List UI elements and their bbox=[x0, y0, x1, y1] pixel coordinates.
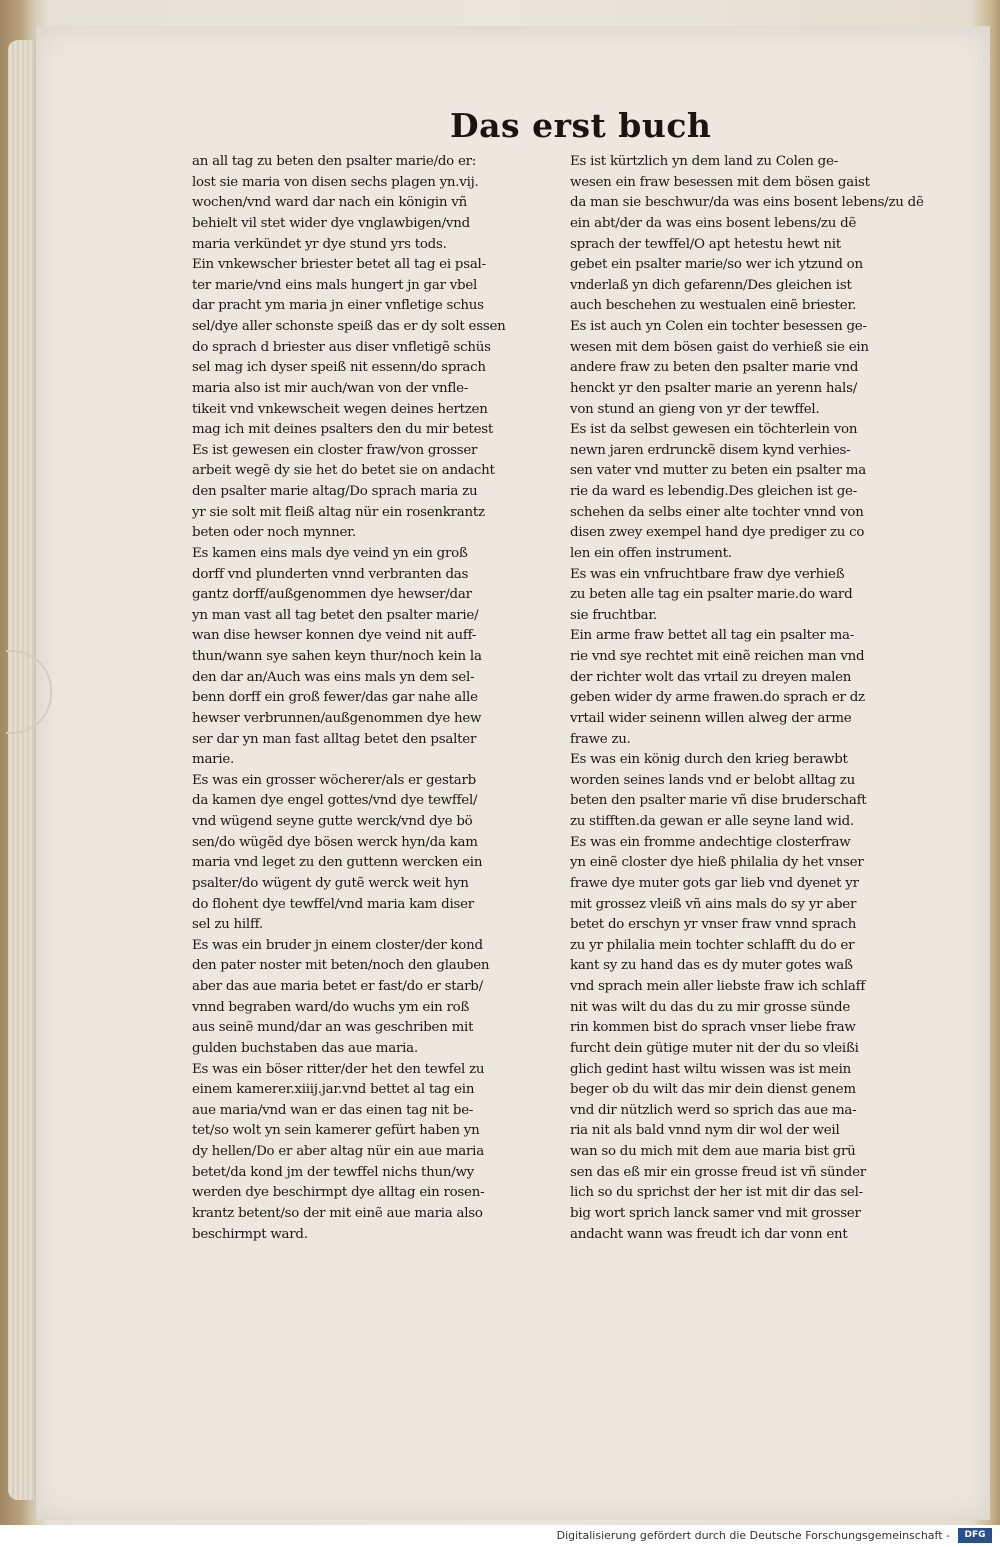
text-line: sel mag ich dyser speiß nit essenn/do sprach bbox=[192, 360, 486, 376]
footer-credit: Digitalisierung gefördert durch die Deutsche Forschungsgemeinschaft - bbox=[556, 1529, 950, 1542]
text-line: tikeit vnd vnkewscheit wegen deines hertzen bbox=[192, 401, 488, 417]
text-column-left bbox=[192, 152, 552, 1245]
text-line: yr sie solt mit fleiß altag nür ein rosenkrantz bbox=[192, 504, 485, 520]
text-line: rie da ward es lebendig.Des gleichen ist ge- bbox=[570, 484, 858, 499]
text-line: maria verkündet yr dye stund yrs tods. bbox=[192, 236, 447, 252]
text-line: len ein offen instrument. bbox=[570, 545, 732, 561]
text-line: do sprach d briester aus diser vnfletigẽ schüs bbox=[192, 339, 491, 355]
text-line: arbeit wegẽ dy sie het do betet sie on andacht bbox=[192, 463, 495, 479]
text-line: behielt vil stet wider dye vnglawbigen/vnd bbox=[192, 215, 470, 231]
page-title: Das erst buch bbox=[450, 106, 712, 145]
text-line: marie. bbox=[192, 752, 235, 768]
text-line: sen das eß mir ein grosse freud ist vñ sünder bbox=[570, 1164, 866, 1180]
footer-bar bbox=[0, 1525, 1000, 1547]
text-line: newn jaren erdrunckẽ disem kynd verhies- bbox=[570, 442, 851, 458]
text-line: rin kommen bist do sprach vnser liebe fraw bbox=[570, 1020, 856, 1036]
text-line: da kamen dye engel gottes/vnd dye tewffel/ bbox=[192, 793, 478, 809]
text-line: hewser verbrunnen/außgenommen dye hew bbox=[192, 710, 482, 726]
text-line: andacht wann was freudt ich dar vonn ent bbox=[570, 1226, 848, 1242]
text-line: dorff vnd plunderten vnnd verbranten das bbox=[192, 566, 469, 582]
text-line: beten den psalter marie vñ dise bruderschaft bbox=[570, 793, 867, 809]
text-line: Es was ein grosser wöcherer/als er gestarb bbox=[192, 772, 476, 788]
text-line: henckt yr den psalter marie an yerenn hals/ bbox=[570, 380, 857, 396]
text-line: sen/do wügẽd dye bösen werck hyn/da kam bbox=[192, 834, 478, 850]
text-line: worden seines lands vnd er belobt alltag zu bbox=[570, 772, 855, 788]
text-line: werden dye beschirmpt dye alltag ein rosen- bbox=[192, 1185, 485, 1201]
text-line: Es was ein vnfruchtbare fraw dye verhieß bbox=[570, 566, 845, 582]
text-line: aue maria/vnd wan er das einen tag nit be- bbox=[192, 1102, 474, 1118]
text-line: beten oder noch mynner. bbox=[192, 525, 356, 541]
text-line: big wort sprich lanck samer vnd mit grosser bbox=[570, 1205, 861, 1221]
text-line: schehen da selbs einer alte tochter vnnd von bbox=[570, 504, 864, 520]
text-line: krantz betent/so der mit einẽ aue maria also bbox=[192, 1205, 483, 1221]
text-line: den psalter marie altag/Do sprach maria zu bbox=[192, 484, 478, 499]
text-line: betet/da kond jm der tewffel nichs thun/wy bbox=[192, 1164, 474, 1180]
text-line: yn man vast all tag betet den psalter marie/ bbox=[192, 607, 479, 623]
text-line: kant sy zu hand das es dy muter gotes waß bbox=[570, 958, 853, 974]
text-line: zu beten alle tag ein psalter marie.do ward bbox=[570, 587, 853, 603]
text-line: mit grossez vleiß vñ ains mals do sy yr aber bbox=[570, 896, 857, 912]
text-line: wan so du mich mit dem aue maria bist grü bbox=[570, 1144, 856, 1159]
book-edge-leaves bbox=[8, 40, 36, 1500]
text-line: aus seinẽ mund/dar an was geschriben mit bbox=[192, 1020, 474, 1036]
text-line: rie vnd sye rechtet mit einẽ reichen man vnd bbox=[570, 649, 865, 664]
text-line: wan dise hewser konnen dye veind nit auff- bbox=[192, 628, 477, 644]
text-line: gulden buchstaben das aue maria. bbox=[192, 1040, 418, 1056]
text-line: sprach der tewffel/O apt hetestu hewt nit bbox=[570, 236, 841, 252]
text-line: lich so du sprichst der her ist mit dir das sel- bbox=[570, 1185, 863, 1201]
text-line: auch beschehen zu westualen einẽ briester. bbox=[570, 298, 857, 314]
text-line: frawe zu. bbox=[570, 731, 631, 747]
text-line: vnd sprach mein aller liebste fraw ich schlaff bbox=[570, 979, 866, 994]
text-line: lost sie maria von disen sechs plagen yn.vij. bbox=[192, 174, 479, 190]
text-line: tet/so wolt yn sein kamerer gefürt haben yn bbox=[192, 1123, 480, 1139]
text-line: sel zu hilff. bbox=[192, 917, 263, 933]
text-line: einem kamerer.xiiij.jar.vnd bettet al tag ein bbox=[192, 1082, 475, 1098]
text-line: zu stifften.da gewan er alle seyne land wid. bbox=[570, 814, 854, 829]
text-line: Ein vnkewscher briester betet all tag ei psal- bbox=[192, 257, 486, 273]
text-line: da man sie beschwur/da was eins bosent lebens/zu dẽ bbox=[570, 195, 924, 211]
text-line: maria vnd leget zu den guttenn wercken ein bbox=[192, 855, 483, 871]
text-line: geben wider dy arme frawen.do sprach er dz bbox=[570, 690, 865, 706]
text-line: Es ist kürtzlich yn dem land zu Colen ge- bbox=[570, 154, 838, 169]
text-line: an all tag zu beten den psalter marie/do er: bbox=[192, 154, 477, 169]
text-line: maria also ist mir auch/wan von der vnfle- bbox=[192, 380, 469, 396]
text-line: Es was ein bruder jn einem closter/der kond bbox=[192, 937, 483, 953]
text-line: vnderlaß yn dich gefarenn/Des gleichen ist bbox=[570, 277, 852, 293]
text-line: Ein arme fraw bettet all tag ein psalter ma- bbox=[570, 628, 855, 644]
text-line: dy hellen/Do er aber altag nür ein aue maria bbox=[192, 1144, 484, 1159]
text-line: der richter wolt das vrtail zu dreyen malen bbox=[570, 669, 852, 685]
text-line: ria nit als bald vnnd nym dir wol der weil bbox=[570, 1123, 840, 1139]
text-line: wochen/vnd ward dar nach ein königin vñ bbox=[192, 195, 467, 211]
text-line: benn dorff ein groß fewer/das gar nahe alle bbox=[192, 690, 478, 706]
text-line: beschirmpt ward. bbox=[192, 1226, 308, 1242]
text-line: Es kamen eins mals dye veind yn ein groß bbox=[192, 545, 468, 561]
text-line: den pater noster mit beten/noch den glauben bbox=[192, 958, 490, 974]
text-line: thun/wann sye sahen keyn thur/noch kein la bbox=[192, 649, 482, 664]
text-line: sen vater vnd mutter zu beten ein psalter ma bbox=[570, 463, 866, 479]
text-line: yn einẽ closter dye hieß philalia dy het vnser bbox=[570, 855, 864, 871]
text-line: vnd wügend seyne gutte werck/vnd dye bö bbox=[192, 814, 473, 829]
text-line: ser dar yn man fast alltag betet den psalter bbox=[192, 731, 477, 747]
text-column-right bbox=[570, 152, 935, 1245]
text-line: zu yr philalia mein tochter schlafft du do er bbox=[570, 937, 855, 953]
text-line: vnd dir nützlich werd so sprich das aue ma- bbox=[570, 1102, 857, 1118]
text-line: glich gedint hast wiltu wissen was ist mein bbox=[570, 1061, 851, 1077]
text-line: gebet ein psalter marie/so wer ich ytzund on bbox=[570, 257, 863, 273]
text-line: dar pracht ym maria jn einer vnfletige schus bbox=[192, 298, 484, 314]
text-line: Es was ein könig durch den krieg berawbt bbox=[570, 752, 848, 768]
text-line: ein abt/der da was eins bosent lebens/zu dẽ bbox=[570, 215, 857, 231]
text-line: beger ob du wilt das mir dein dienst genem bbox=[570, 1082, 856, 1098]
text-line: ter marie/vnd eins mals hungert jn gar vbel bbox=[192, 277, 478, 293]
text-line: betet do erschyn yr vnser fraw vnnd sprach bbox=[570, 917, 857, 933]
text-line: den dar an/Auch was eins mals yn dem sel- bbox=[192, 669, 475, 685]
text-line: psalter/do wügent dy gutẽ werck weit hyn bbox=[192, 875, 469, 891]
dfg-logo: DFG bbox=[958, 1528, 992, 1543]
text-line: sel/dye aller schonste speiß das er dy solt essen bbox=[192, 319, 506, 334]
text-line: do flohent dye tewffel/vnd maria kam diser bbox=[192, 896, 474, 912]
text-line: gantz dorff/außgenommen dye hewser/dar bbox=[192, 587, 472, 603]
text-line: sie fruchtbar. bbox=[570, 607, 658, 623]
text-line: disen zwey exempel hand dye prediger zu co bbox=[570, 525, 865, 541]
text-line: Es ist auch yn Colen ein tochter besessen ge- bbox=[570, 319, 867, 334]
text-line: vnnd begraben ward/do wuchs ym ein roß bbox=[192, 999, 470, 1015]
text-line: mag ich mit deines psalters den du mir betest bbox=[192, 422, 494, 438]
text-line: vrtail wider seinenn willen alweg der arme bbox=[570, 710, 852, 726]
text-line: Es ist da selbst gewesen ein töchterlein von bbox=[570, 422, 858, 438]
text-line: wesen mit dem bösen gaist do verhieß sie ein bbox=[570, 339, 869, 355]
text-line: wesen ein fraw besessen mit dem bösen gaist bbox=[570, 174, 870, 190]
text-line: von stund an gieng von yr der tewffel. bbox=[570, 401, 820, 417]
text-line: Es was ein böser ritter/der het den tewfel zu bbox=[192, 1061, 485, 1077]
text-line: Es ist gewesen ein closter fraw/von grosser bbox=[192, 442, 478, 458]
text-line: frawe dye muter gots gar lieb vnd dyenet yr bbox=[570, 875, 859, 891]
text-line: furcht dein gütige muter nit der du so vleißi bbox=[570, 1040, 859, 1056]
text-line: aber das aue maria betet er fast/do er starb/ bbox=[192, 979, 483, 994]
text-line: nit was wilt du das du zu mir grosse sünde bbox=[570, 999, 851, 1015]
text-line: Es was ein fromme andechtige closterfraw bbox=[570, 834, 851, 850]
text-line: andere fraw zu beten den psalter marie vnd bbox=[570, 360, 859, 376]
